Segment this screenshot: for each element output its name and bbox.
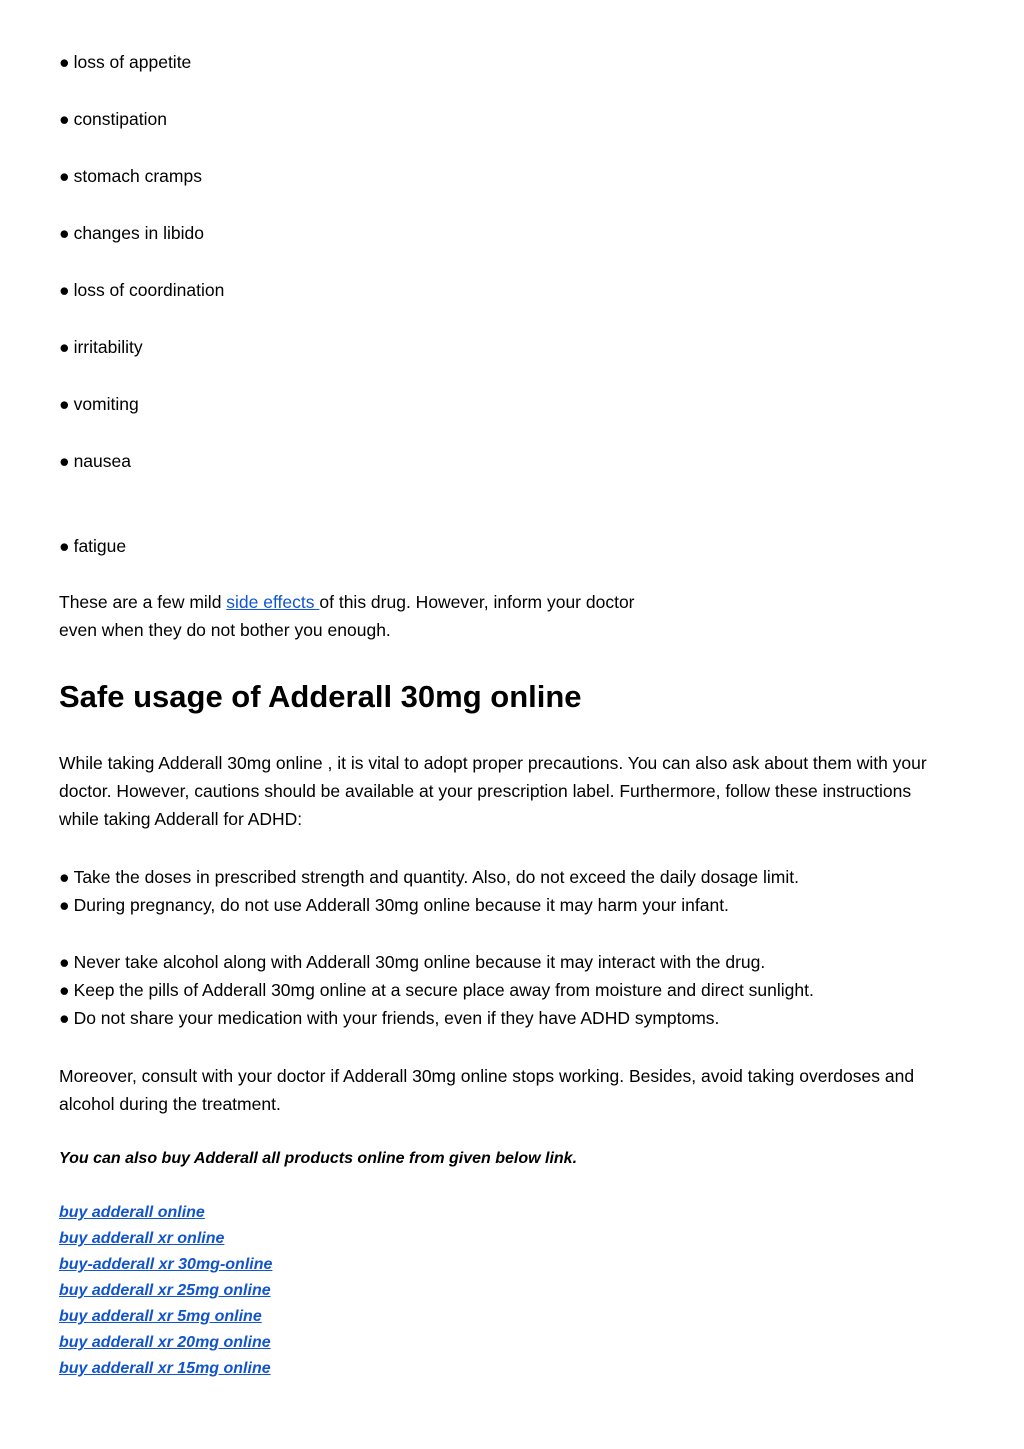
closing-line: alcohol during the treatment. (59, 1094, 281, 1114)
product-link-adderall[interactable]: buy adderall online (59, 1204, 205, 1221)
bullet-icon: ● (59, 867, 70, 887)
list-item (59, 1227, 272, 1253)
symptom-item (59, 219, 204, 247)
instruction-text: Do not share your medication with your friends, even if they have ADHD symptoms. (73, 1008, 720, 1028)
intro-line: doctor. However, cautions should be available at your prescription label. Furthermore, follow these instructions (59, 781, 912, 801)
section-heading: Safe usage of Adderall 30mg online (59, 679, 582, 714)
mild-effects-line-1 (59, 588, 635, 616)
bullet-icon: ● (59, 166, 70, 186)
bullet-icon: ● (59, 980, 70, 1000)
symptom-item (59, 447, 131, 475)
mild-effects-text-cont: of this drug. However, inform your doctor (319, 592, 635, 612)
bullet-icon: ● (59, 536, 70, 556)
symptom-text: nausea (73, 451, 131, 471)
symptom-text: loss of appetite (73, 52, 192, 72)
side-effects-link[interactable]: side effects (226, 592, 320, 612)
list-item (59, 1279, 272, 1305)
bullet-icon: ● (59, 952, 70, 972)
intro-line: While taking Adderall 30mg online , it is vital to adopt proper precautions. You can also ask about them with your (59, 753, 927, 773)
symptom-text: irritability (73, 337, 143, 357)
instruction-text: During pregnancy, do not use Adderall 30mg online because it may harm your infant. (73, 895, 729, 915)
list-item (59, 1253, 272, 1279)
instruction-item (59, 976, 814, 1004)
closing-line: Moreover, consult with your doctor if Adderall 30mg online stops working. Besides, avoid taking overdoses and (59, 1066, 915, 1086)
instruction-item (59, 948, 765, 976)
symptom-text: constipation (73, 109, 167, 129)
product-links-list (59, 1201, 272, 1383)
list-item (59, 1305, 272, 1331)
symptom-item (59, 48, 191, 76)
promo-text: You can also buy Adderall all products online from given below link. (59, 1150, 578, 1167)
list-item (59, 1357, 272, 1383)
symptom-text: fatigue (73, 536, 127, 556)
instruction-text: Take the doses in prescribed strength and quantity. Also, do not exceed the daily dosage limit. (73, 867, 799, 887)
product-link-xr-25mg[interactable]: buy adderall xr 25mg online (59, 1282, 271, 1299)
instruction-item (59, 1004, 719, 1032)
bullet-icon: ● (59, 394, 70, 414)
symptom-text: stomach cramps (73, 166, 202, 186)
mild-effects-text: These are a few mild (59, 592, 227, 612)
instruction-item (59, 891, 729, 919)
bullet-icon: ● (59, 337, 70, 357)
symptom-text: loss of coordination (73, 280, 225, 300)
instruction-text: Never take alcohol along with Adderall 30mg online because it may interact with the drug. (73, 952, 766, 972)
symptom-item (59, 333, 143, 361)
mild-effects-line-2: even when they do not bother you enough. (59, 620, 391, 640)
product-link-xr-30mg[interactable]: buy-adderall xr 30mg-online (59, 1256, 273, 1273)
product-link-adderall-xr[interactable]: buy adderall xr online (59, 1230, 225, 1247)
symptom-item (59, 162, 202, 190)
symptom-text: vomiting (73, 394, 139, 414)
bullet-icon: ● (59, 109, 70, 129)
bullet-icon: ● (59, 451, 70, 471)
symptom-text: changes in libido (73, 223, 204, 243)
intro-line: while taking Adderall for ADHD: (59, 809, 303, 829)
bullet-icon: ● (59, 895, 70, 915)
product-link-xr-15mg[interactable]: buy adderall xr 15mg online (59, 1360, 271, 1377)
list-item (59, 1201, 272, 1227)
instruction-text: Keep the pills of Adderall 30mg online at a secure place away from moisture and direct sunlight. (73, 980, 814, 1000)
product-link-xr-20mg[interactable]: buy adderall xr 20mg online (59, 1334, 271, 1351)
symptom-item (59, 532, 126, 560)
symptom-item (59, 105, 167, 133)
bullet-icon: ● (59, 1008, 70, 1028)
symptom-item (59, 390, 139, 418)
bullet-icon: ● (59, 52, 70, 72)
list-item (59, 1331, 272, 1357)
instruction-item (59, 863, 799, 891)
bullet-icon: ● (59, 280, 70, 300)
bullet-icon: ● (59, 223, 70, 243)
symptom-item (59, 276, 224, 304)
product-link-xr-5mg[interactable]: buy adderall xr 5mg online (59, 1308, 262, 1325)
